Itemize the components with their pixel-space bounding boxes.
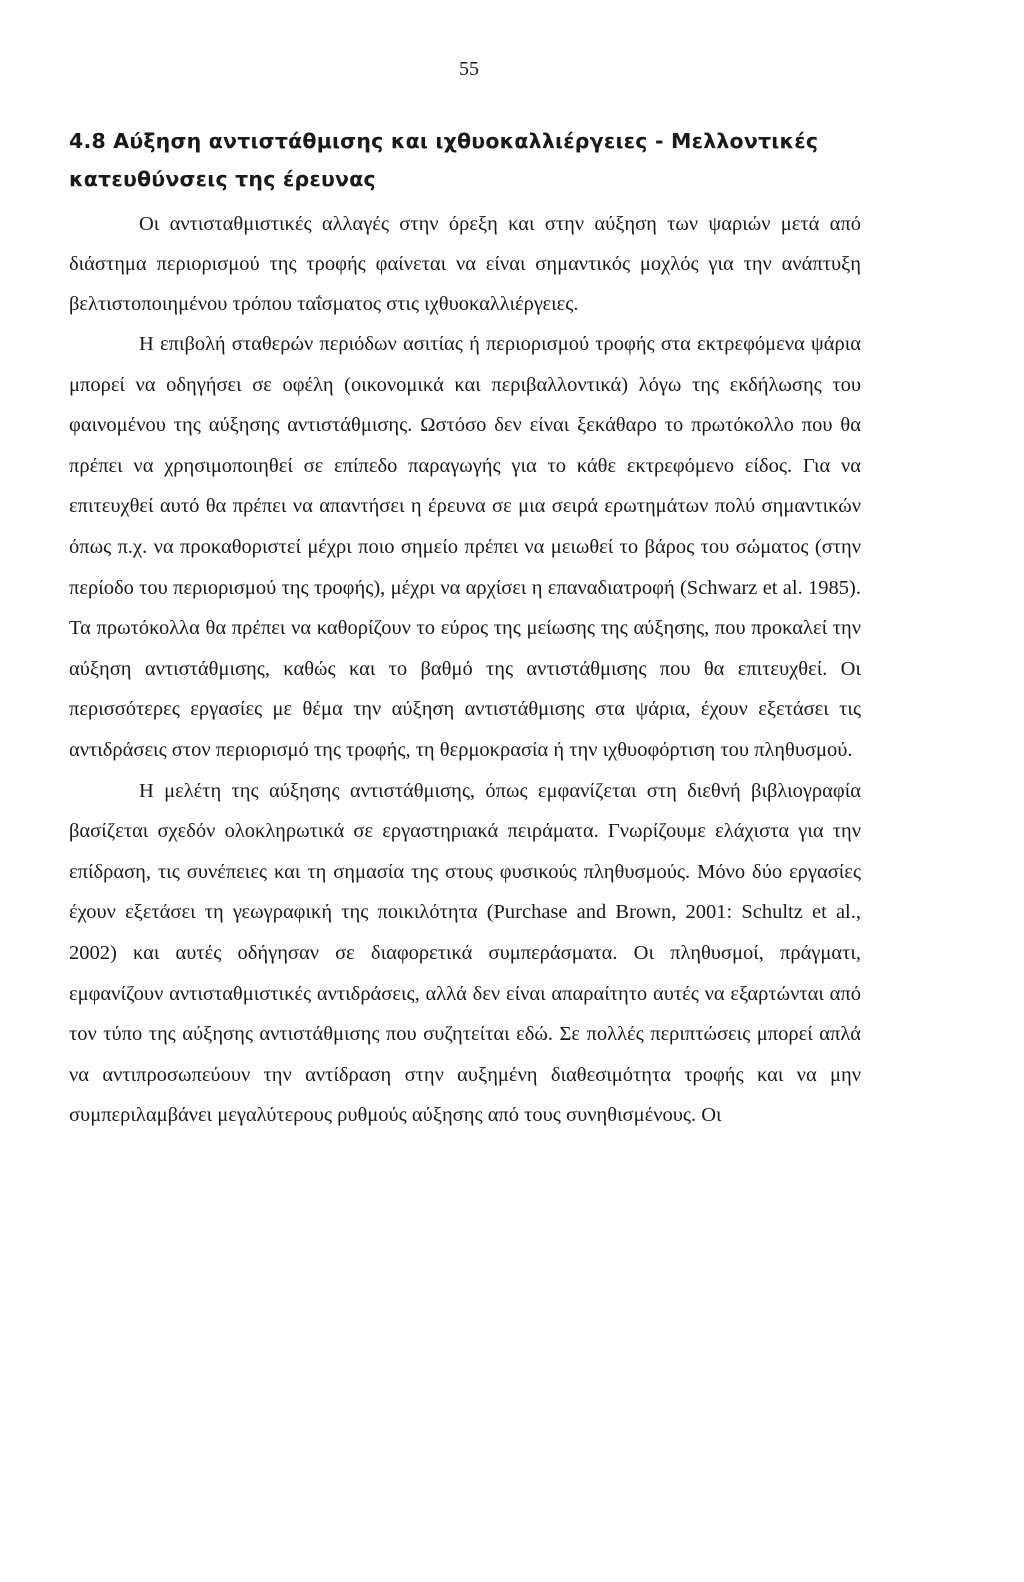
section-heading: 4.8 Αύξηση αντιστάθμισης και ιχθυοκαλλιέργειες - Μελλοντικές κατευθύνσεις της έρευνας (69, 129, 819, 191)
paragraph-2: Η επιβολή σταθερών περιόδων ασιτίας ή περιορισμού τροφής στα εκτρεφόμενα ψάρια μπορεί να οδηγήσει σε οφέλη (οικονομικά και περιβαλλοντικά) λόγω της εκδήλωσης του φαινομένου της αύξησης αντιστάθμισης. Ωστόσο δεν είναι ξεκάθαρο το πρωτόκολλο που θα πρέπει να χρησιμοποιηθεί σε επίπεδο παραγωγής για το κάθε εκτρεφόμενο είδος. Για να επιτευχθεί αυτό θα πρέπει να απαντήσει η έρευνα σε μια σειρά ερωτημάτων πολύ σημαντικών όπως π.χ. να προκαθοριστεί μέχρι ποιο σημείο πρέπει να μειωθεί το βάρος του σώματος (στην περίοδο του περιορισμού της τροφής), μέχρι να αρχίσει η επαναδιατροφή (Schwarz et al. 1985). Τα πρωτόκολλα θα πρέπει να καθορίζουν το εύρος της μείωσης της αύξησης, που προκαλεί την αύξηση αντιστάθμισης, καθώς και το βαθμό της αντιστάθμισης που θα επιτευχθεί. Οι περισσότερες εργασίες με θέμα την αύξηση αντιστάθμισης στα ψάρια, έχουν εξετάσει τις αντιδράσεις στον περιορισμό της τροφής, τη θερμοκρασία ή την ιχθυοφόρτιση του πληθυσμού. (69, 333, 861, 761)
paragraph-1: Οι αντισταθμιστικές αλλαγές στην όρεξη και στην αύξηση των ψαριών μετά από διάστημα περιορισμού της τροφής φαίνεται να είναι σημαντικός μοχλός για την ανάπτυξη βελτιστοποιημένου τρόπου ταΐσματος στις ιχθυοκαλλιέργειες. (69, 213, 861, 315)
paragraph-3: Η μελέτη της αύξησης αντιστάθμισης, όπως εμφανίζεται στη διεθνή βιβλιογραφία βασίζεται σχεδόν ολοκληρωτικά σε εργαστηριακά πειράματα. Γνωρίζουμε ελάχιστα για την επίδραση, τις συνέπειες και τη σημασία της στους φυσικούς πληθυσμούς. Μόνο δύο εργασίες έχουν εξετάσει τη γεωγραφική της ποικιλότητα (Purchase and Brown, 2001: Schultz et al., 2002) και αυτές οδήγησαν σε διαφορετικά συμπεράσματα. Οι πληθυσμοί, πράγματι, εμφανίζουν αντισταθμιστικές αντιδράσεις, αλλά δεν είναι απαραίτητο αυτές να εξαρτώνται από τον τύπο της αύξησης αντιστάθμισης που συζητείται εδώ. Σε πολλές περιπτώσεις μπορεί απλά να αντιπροσωπεύουν την αντίδραση στην αυξημένη διαθεσιμότητα τροφής και να μην συμπεριλαμβάνει μεγαλύτερους ρυθμούς αύξησης από τους συνηθισμένους. Οι (69, 779, 861, 1127)
page-number: 55 (459, 58, 479, 80)
document-body (69, 122, 861, 1136)
